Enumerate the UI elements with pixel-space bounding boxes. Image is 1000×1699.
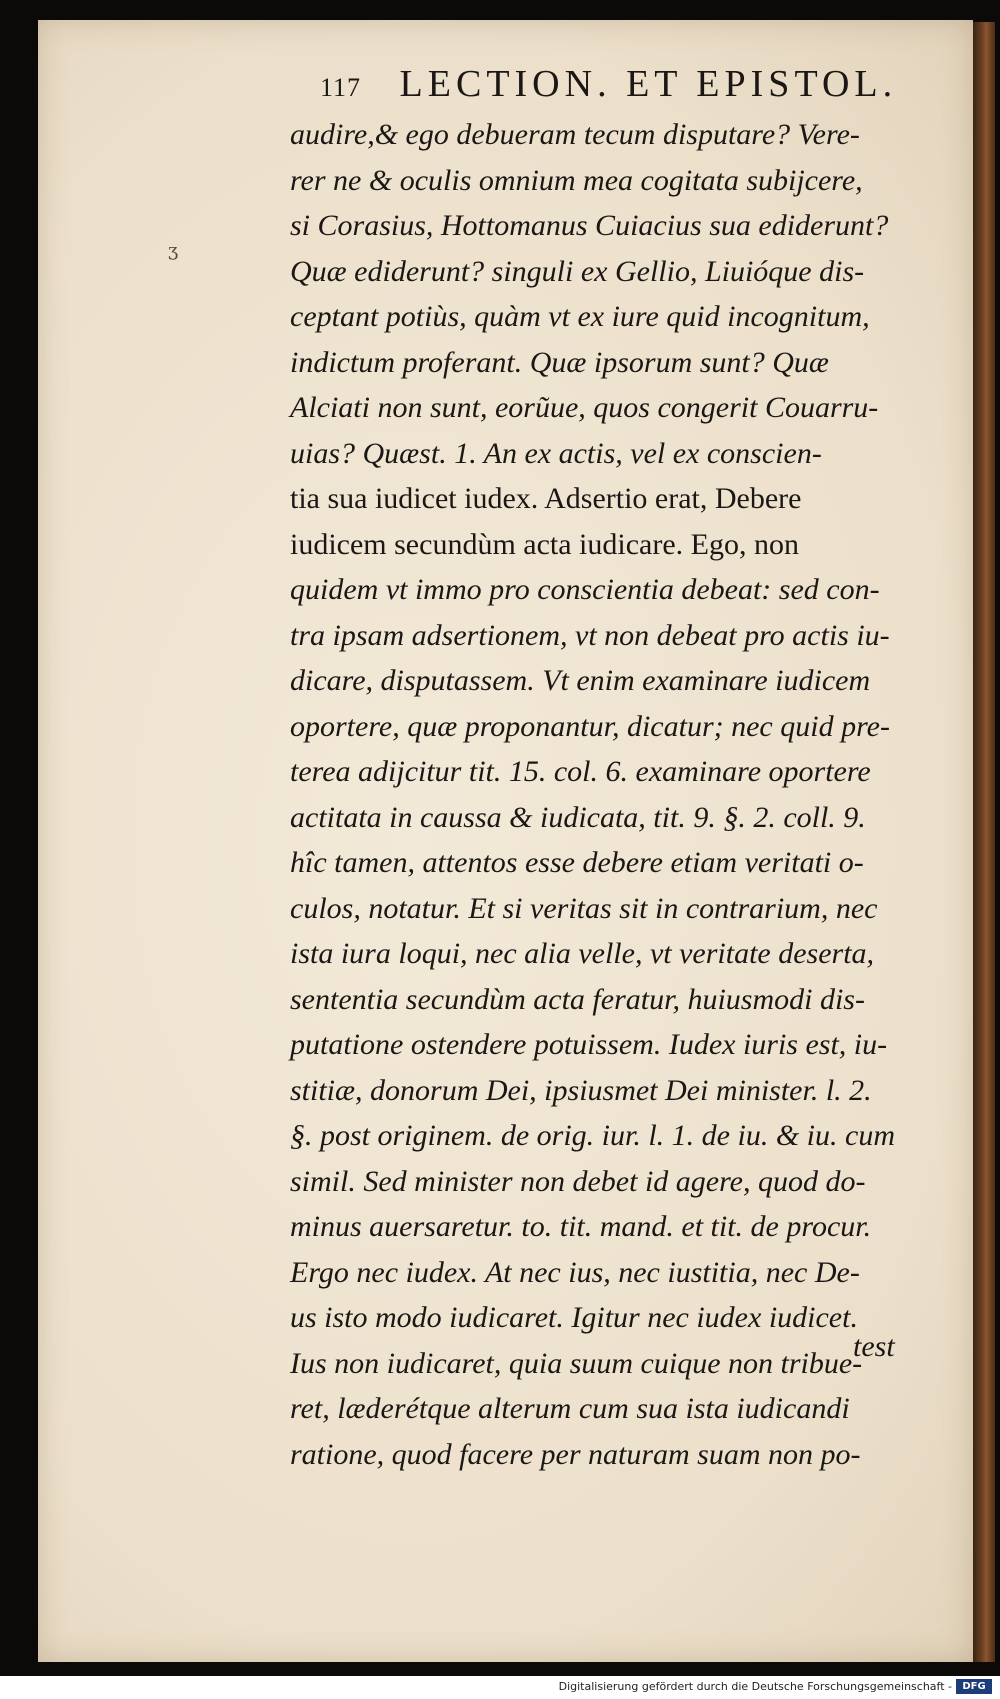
text-line: ceptant potiùs, quàm vt ex iure quid incognitum, [290, 300, 870, 333]
text-line: stitiæ, donorum Dei, ipsiusmet Dei minister. l. 2. [290, 1073, 872, 1107]
text-line: indictum proferant. Quæ ipsorum sunt? Quæ [290, 345, 829, 379]
text-line: §. post originem. de orig. iur. l. 1. de iu. & iu. cum [290, 1119, 895, 1152]
text-line: rer ne & oculis omnium mea cogitata subijcere, [290, 163, 863, 197]
text-line: quidem vt immo pro conscientia debeat: sed con- [290, 573, 880, 606]
text-line: Ius non iudicaret, quia suum cuique non tribue- [290, 1346, 863, 1380]
text-line: Quæ ediderunt? singuli ex Gellio, Liuióque dis- [290, 254, 865, 288]
text-line: ratione, quod facere per naturam suam non po- [290, 1437, 861, 1471]
text-line: us isto modo iudicaret. Igitur nec iudex iudicet. [290, 1301, 858, 1334]
page-number: 117 [320, 73, 362, 102]
text-line: Alciati non sunt, eorũue, quos congerit Couarru- [290, 391, 879, 424]
text-line: culos, notatur. Et si veritas sit in contrarium, nec [290, 891, 878, 925]
text-line: simil. Sed minister non debet id agere, quod do- [290, 1164, 866, 1198]
text-line: dicare, disputassem. Vt enim examinare iudicem [290, 664, 871, 697]
text-line: tra ipsam adsertionem, vt non debeat pro actis iu- [290, 618, 890, 652]
catchword: test [853, 1330, 895, 1363]
book-edge [973, 22, 995, 1662]
text-line: oportere, quæ proponantur, dicatur; nec quid pre- [290, 709, 890, 743]
text-line: uias? Quæst. 1. An ex actis, vel ex conscien- [290, 436, 822, 470]
text-line: ret, læderétque alterum cum sua ista iudicandi [290, 1392, 850, 1425]
page-text [290, 112, 950, 1477]
footer-credit: Digitalisierung gefördert durch die Deutsche Forschungsgemeinschaft - [558, 1680, 952, 1693]
text-line: si Corasius, Hottomanus Cuiacius sua ediderunt? [290, 209, 889, 242]
margin-mark: ʒ [168, 240, 179, 261]
text-line: tia sua iudicet iudex. Adsertio erat, Debere [290, 482, 802, 515]
text-line: minus auersaretur. to. tit. mand. et tit. de procur. [290, 1210, 872, 1243]
text-line: putatione ostendere potuissem. Iudex iuris est, iu- [290, 1028, 888, 1061]
text-line: hîc tamen, attentos esse debere etiam veritati o- [290, 846, 864, 879]
text-line: Ergo nec iudex. At nec ius, nec iustitia, nec De- [290, 1255, 860, 1289]
running-title: LECTION. ET EPISTOL. [399, 63, 898, 105]
text-line: audire,& ego debueram tecum disputare? Vere- [290, 118, 860, 151]
text-line: ista iura loqui, nec alia velle, vt veritate deserta, [290, 937, 875, 970]
text-line: sententia secundùm acta feratur, huiusmodi dis- [290, 982, 865, 1016]
text-line: terea adijcitur tit. 15. col. 6. examinare oportere [290, 755, 871, 788]
dfg-logo: DFG [956, 1679, 992, 1694]
text-line: iudicem secundùm acta iudicare. Ego, non [290, 527, 799, 561]
text-line: actitata in caussa & iudicata, tit. 9. §. 2. coll. 9. [290, 800, 866, 834]
running-header [320, 62, 897, 112]
